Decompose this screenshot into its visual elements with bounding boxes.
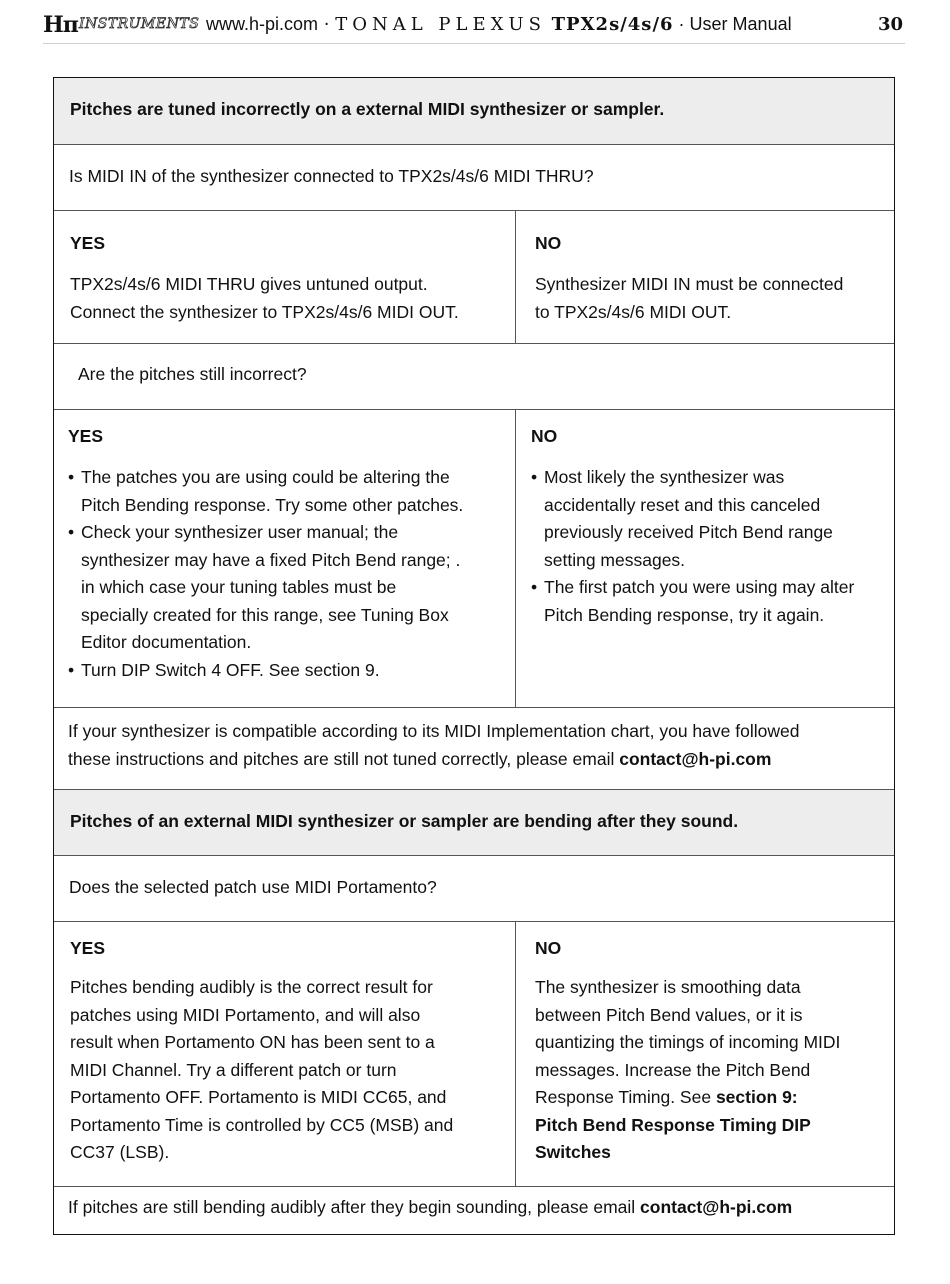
no2-bullet xyxy=(531,574,891,629)
yes1-cell xyxy=(54,211,516,343)
body-line: Portamento Time is controlled by CC5 (MSB) and xyxy=(70,1114,454,1135)
yes2-label: YES xyxy=(68,426,104,446)
section2-yes-cell xyxy=(54,922,516,1186)
body-text: Response Timing. See xyxy=(535,1087,716,1107)
answer2-row xyxy=(54,409,894,707)
section2-yes-label: YES xyxy=(70,938,106,958)
section2-no-body xyxy=(535,974,840,1167)
yes1-label: YES xyxy=(70,233,106,253)
body-line: CC37 (LSB). xyxy=(70,1142,170,1162)
section2-no-cell xyxy=(516,922,894,1186)
bullet-line: accidentally reset and this canceled xyxy=(544,494,821,515)
page-header xyxy=(43,8,905,44)
header-model: TPX2s/4s/6 xyxy=(551,14,674,35)
yes2-cell xyxy=(54,410,516,707)
no1-label: NO xyxy=(535,233,562,253)
no1-line2: to TPX2s/4s/6 MIDI OUT. xyxy=(535,301,732,322)
section2-question-row xyxy=(54,855,894,921)
body-line: Pitches bending audibly is the correct result for xyxy=(70,977,433,997)
answer1-row xyxy=(54,210,894,343)
header-product: TONAL PLEXUS xyxy=(335,14,546,35)
section2-footer-row xyxy=(54,1186,894,1233)
body-line: quantizing the timings of incoming MIDI xyxy=(535,1032,841,1052)
yes2-bullet-list xyxy=(68,464,513,684)
section2-yes-body xyxy=(70,974,453,1167)
header-manual: · User Manual xyxy=(673,14,792,34)
section2-title-row xyxy=(54,789,894,855)
no2-label: NO xyxy=(531,426,558,446)
body-line xyxy=(535,1084,840,1112)
section-reference-line[interactable]: Pitch Bend Response Timing DIP xyxy=(535,1114,811,1135)
body-line: Portamento OFF. Portamento is MIDI CC65, and xyxy=(70,1087,447,1107)
body-line: MIDI Channel. Try a different patch or turn xyxy=(70,1059,397,1080)
body-line: between Pitch Bend values, or it is xyxy=(535,1004,803,1025)
header-url[interactable]: www.h-pi.com xyxy=(206,14,319,34)
section2-footer-line xyxy=(68,1194,792,1222)
section2-question: Does the selected patch use MIDI Portamento? xyxy=(69,877,437,897)
section1-title-row xyxy=(54,78,894,144)
bullet-line: • The patches you are using could be altering the xyxy=(81,467,450,487)
yes1-line2: Connect the synthesizer to TPX2s/4s/6 MIDI OUT. xyxy=(70,301,459,322)
bullet-line: in which case your tuning tables must be xyxy=(81,577,397,597)
body-line: messages. Increase the Pitch Bend xyxy=(535,1059,811,1080)
section1-footer-line1: If your synthesizer is compatible according to its MIDI Implementation chart, you have followed xyxy=(68,721,800,741)
page-number: 30 xyxy=(877,14,903,35)
bullet-line: • The first patch you were using may alter xyxy=(544,577,855,597)
bullet-line: Pitch Bending response, try it again. xyxy=(544,604,825,625)
bullet-line: previously received Pitch Bend range xyxy=(544,522,833,542)
yes1-line1: TPX2s/4s/6 MIDI THRU gives untuned output. xyxy=(70,274,428,294)
bullet-line: • Most likely the synthesizer was xyxy=(544,467,785,487)
yes2-bullet xyxy=(68,657,513,685)
bullet-line: specially created for this range, see Tuning Box xyxy=(81,604,449,625)
no1-cell xyxy=(516,211,894,343)
bullet-line: synthesizer may have a fixed Pitch Bend range; . xyxy=(81,549,461,570)
body-line: patches using MIDI Portamento, and will also xyxy=(70,1004,421,1025)
question1-text: Is MIDI IN of the synthesizer connected to TPX2s/4s/6 MIDI THRU? xyxy=(69,166,594,186)
instruments-logotype: INSTRUMENTS xyxy=(79,16,200,32)
body-line: result when Portamento ON has been sent to a xyxy=(70,1032,435,1052)
section2-answer-row xyxy=(54,921,894,1186)
yes2-bullet xyxy=(68,464,513,519)
question2-row xyxy=(54,343,894,409)
question1-row xyxy=(54,144,894,210)
contact-email-link[interactable]: contact@h-pi.com xyxy=(619,748,772,769)
header-separator: · xyxy=(318,14,336,35)
section-reference[interactable]: section 9: xyxy=(715,1087,798,1107)
no2-bullet xyxy=(531,464,891,574)
no1-line1: Synthesizer MIDI IN must be connected xyxy=(535,274,844,294)
bullet-line: Pitch Bending response. Try some other patches. xyxy=(81,494,464,515)
section1-title: Pitches are tuned incorrectly on a external MIDI synthesizer or sampler. xyxy=(70,99,665,119)
yes2-bullet xyxy=(68,519,513,657)
header-title xyxy=(206,14,792,35)
section1-footer-text: these instructions and pitches are still not tuned correctly, please email xyxy=(68,748,620,769)
section2-footer-text: If pitches are still bending audibly after they begin sounding, please email xyxy=(68,1197,641,1217)
hpi-logo: Hπ xyxy=(43,12,78,38)
bullet-line: • Check your synthesizer user manual; the xyxy=(81,522,399,542)
section1-footer-row xyxy=(54,707,894,789)
bullet-line: Editor documentation. xyxy=(81,632,252,652)
section1-footer-line2 xyxy=(68,746,799,774)
question2-text: Are the pitches still incorrect? xyxy=(78,364,307,384)
section-reference-line[interactable]: Switches xyxy=(535,1142,611,1162)
troubleshooting-table xyxy=(53,77,895,1235)
contact-email-link[interactable]: contact@h-pi.com xyxy=(640,1197,793,1217)
no2-cell xyxy=(516,410,894,707)
bullet-line: setting messages. xyxy=(544,549,686,570)
section2-no-label: NO xyxy=(535,938,562,958)
no2-bullet-list xyxy=(531,464,891,629)
body-line: The synthesizer is smoothing data xyxy=(535,977,801,997)
section2-title: Pitches of an external MIDI synthesizer or sampler are bending after they sound. xyxy=(70,811,739,831)
bullet-line: • Turn DIP Switch 4 OFF. See section 9. xyxy=(81,659,380,680)
